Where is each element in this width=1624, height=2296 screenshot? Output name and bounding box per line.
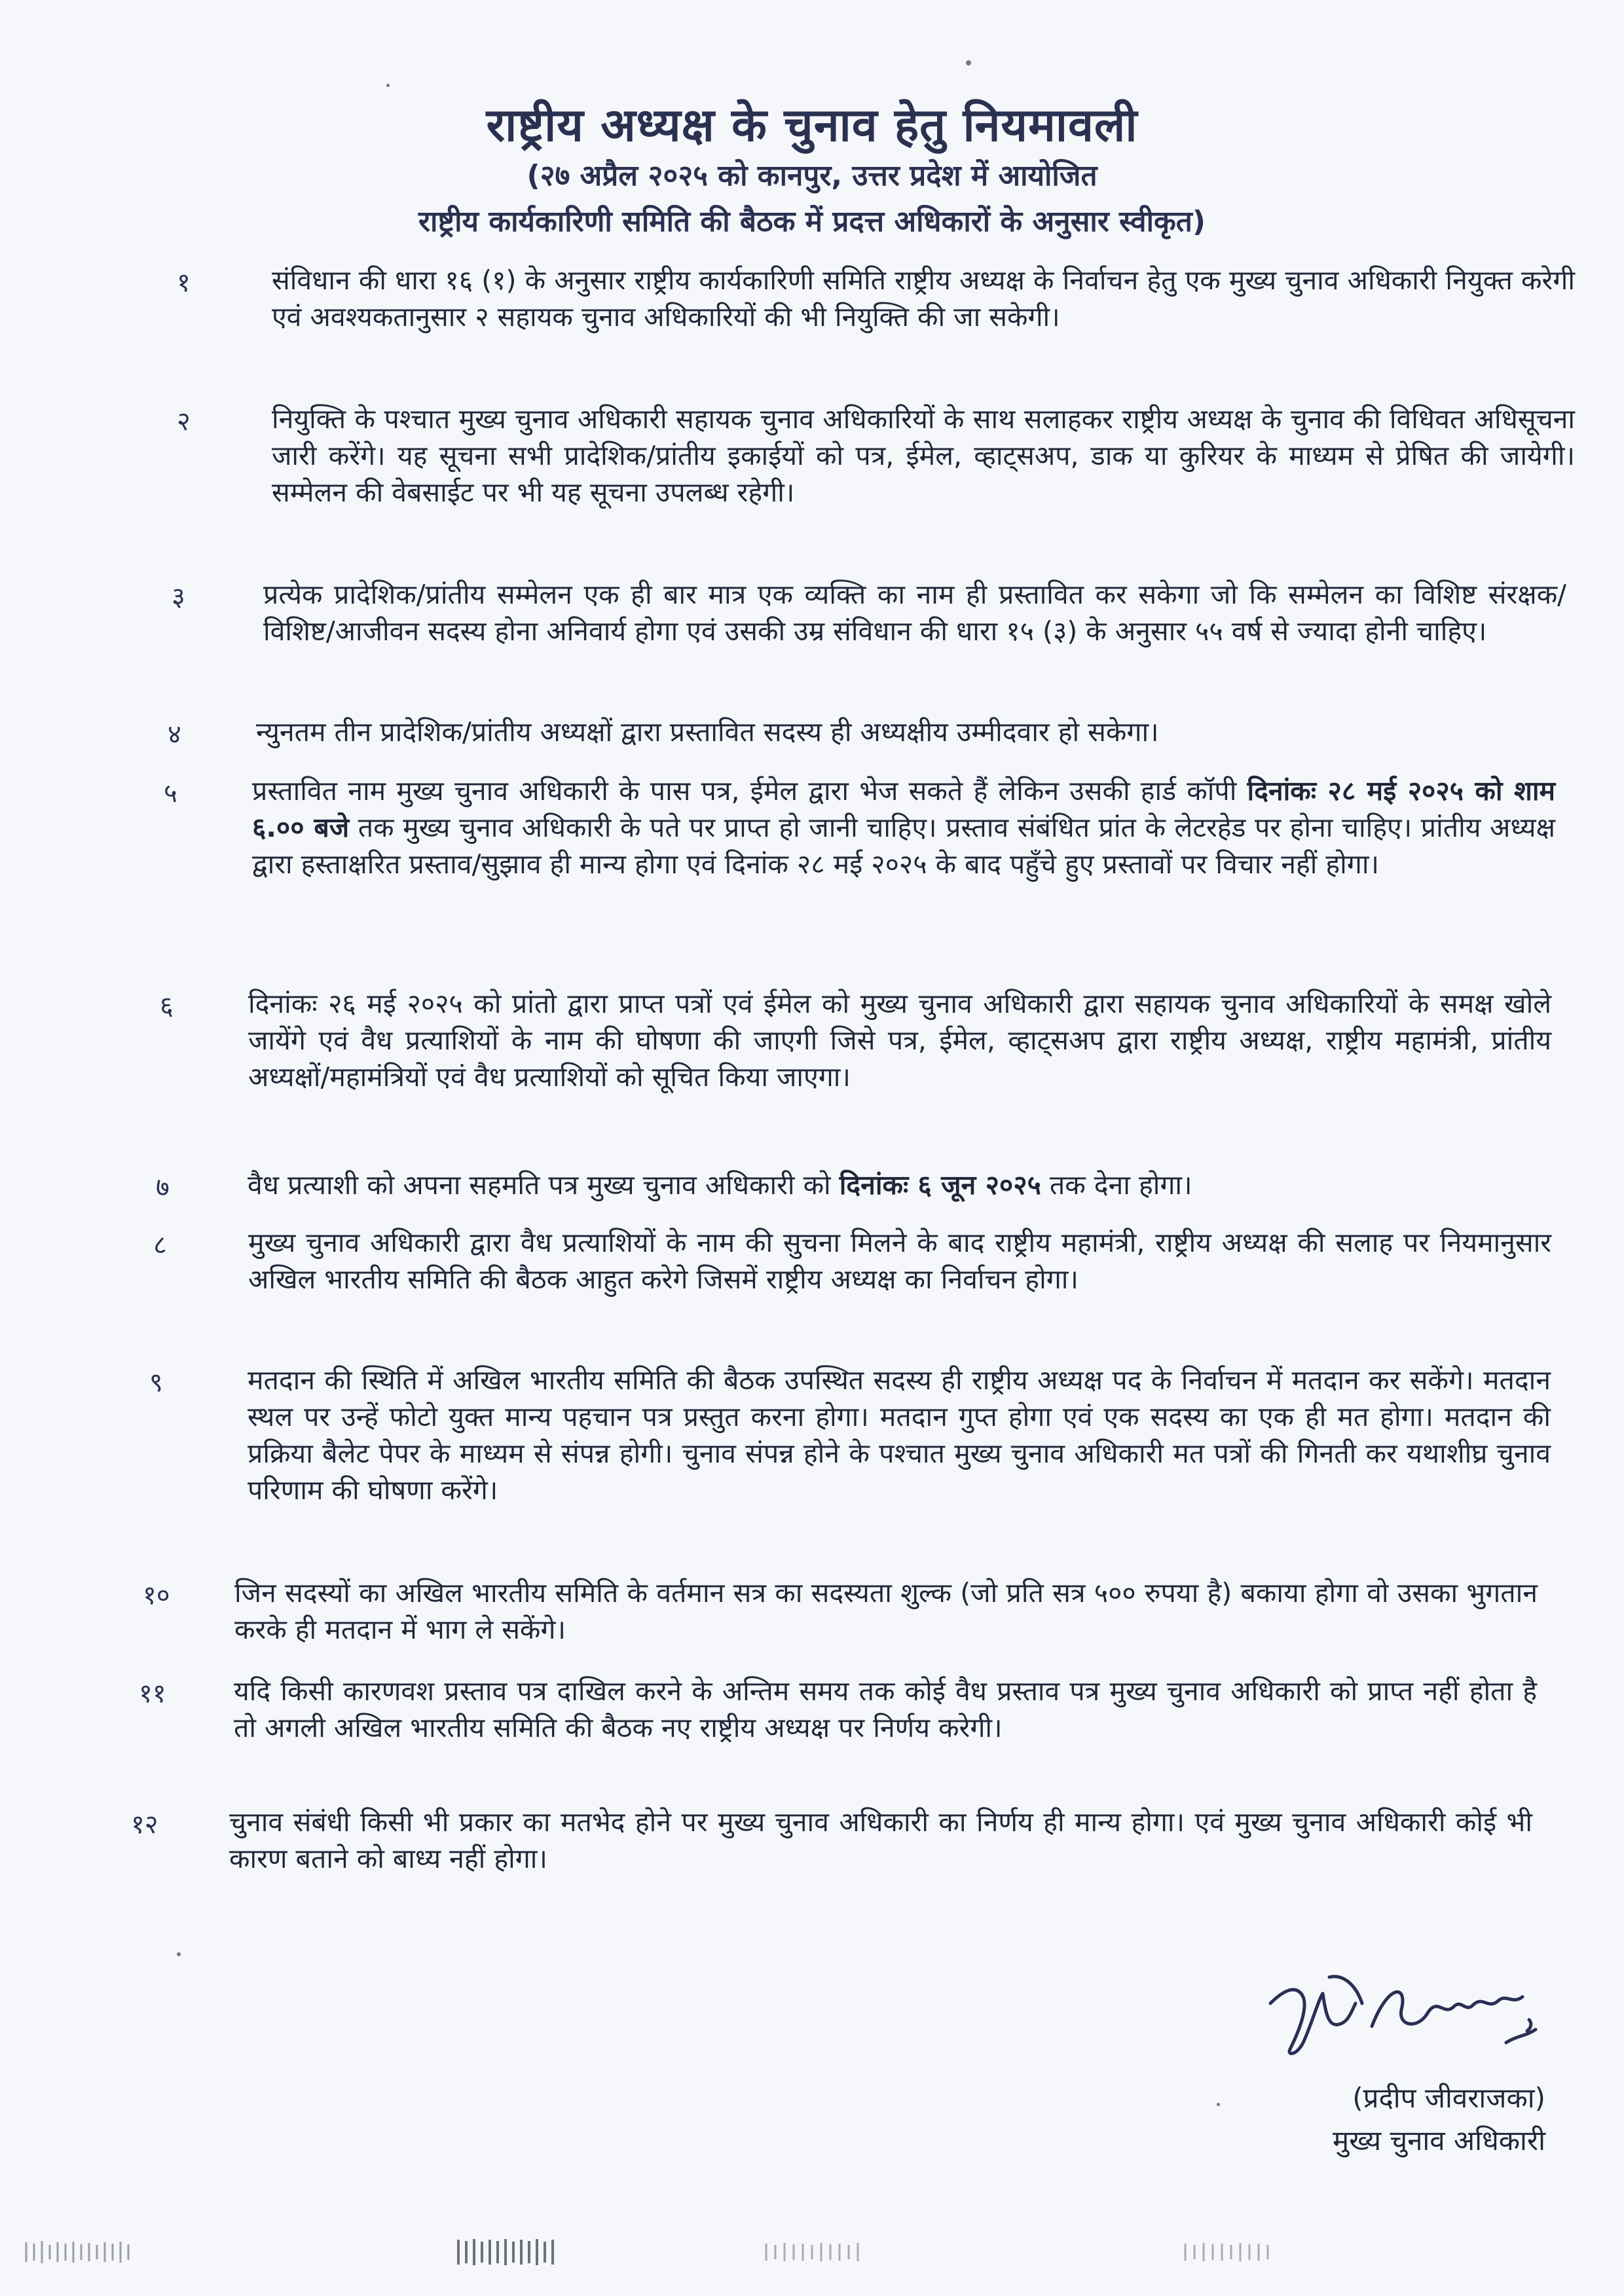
clause-text: यदि किसी कारणवश प्रस्ताव पत्र दाखिल करने के अन्तिम समय तक कोई वैध प्रस्ताव पत्र मुख्य चुनाव अधिकारी को प्राप्त नहीं होता है तो अगली अखिल भारतीय समिति की बैठक नए राष्ट्रीय अध्यक्ष पर निर्णय करेगी।	[234, 1675, 1537, 1743]
scan-noise	[452, 2236, 570, 2269]
clause-text: मुख्य चुनाव अधिकारी द्वारा वैध प्रत्याशियों के नाम की सुचना मिलने के बाद राष्ट्रीय महामंत्री, राष्ट्रीय अध्यक्ष की सलाह पर नियमानुसार अखिल भारतीय समिति की बैठक आहुत करेगे जिसमें राष्ट्रीय अध्यक्ष का निर्वाचन होगा।	[248, 1227, 1551, 1295]
clause-number: ११	[139, 1679, 166, 1709]
clause-number: ७	[156, 1173, 170, 1203]
scan-speck	[1217, 2103, 1220, 2106]
clause-text-part: वैध प्रत्याशी को अपना सहमति पत्र मुख्य चुनाव अधिकारी को	[248, 1169, 840, 1201]
clause-text-part: तक देना होगा।	[1041, 1169, 1192, 1201]
clause-text: चुनाव संबंधी किसी भी प्रकार का मतभेद होने पर मुख्य चुनाव अधिकारी का निर्णय ही मान्य होगा। एवं मुख्य चुनाव अधिकारी कोई भी कारण बताने को बाध्य नहीं होगा।	[229, 1806, 1532, 1874]
scan-noise	[20, 2236, 164, 2269]
scan-noise	[1179, 2236, 1323, 2269]
clause-text: दिनांकः २६ मई २०२५ को प्रांतो द्वारा प्राप्त पत्रों एवं ईमेल को मुख्य चुनाव अधिकारी द्वारा सहायक चुनाव अधिकारियों के समक्ष खोले जायेंगे एवं वैध प्रत्याशियों के नाम की घोषणा की जाएगी जिसे पत्र, ईमेल, व्हाट्सअप द्वारा राष्ट्रीय अध्यक्ष, राष्ट्रीय महामंत्री, प्रांतीय अध्यक्षों/महामंत्रियों एवं वैध प्रत्याशियों को सूचित किया जाएगा।	[248, 988, 1551, 1093]
document-title: राष्ट्रीय अध्यक्ष के चुनाव हेतु नियमावली	[486, 98, 1138, 152]
document-subtitle-line1: (२७ अप्रैल २०२५ को कानपुर, उत्तर प्रदेश में आयोजित	[526, 159, 1098, 192]
scan-speck	[177, 1952, 181, 1956]
handwritten-signature	[1257, 1958, 1559, 2075]
clause-number: १०	[143, 1580, 170, 1611]
clause-text: नियुक्ति के पश्चात मुख्य चुनाव अधिकारी सहायक चुनाव अधिकारियों के साथ सलाहकर राष्ट्रीय अध्यक्ष के चुनाव की विधिवत अधिसूचना जारी करेंगे। यह सूचना सभी प्रादेशिक/प्रांतीय इकाईयों को पत्र, ईमेल, व्हाट्सअप, डाक या कुरियर के माध्यम से प्रेषित की जायेगी। सम्मेलन की वेबसाईट पर भी यह सूचना उपलब्ध रहेगी।	[272, 403, 1575, 508]
clause-text-part: प्रस्तावित नाम मुख्य चुनाव अधिकारी के पास पत्र, ईमेल द्वारा भेज सकते हैं लेकिन उसकी हार्ड कॉपी	[252, 775, 1247, 807]
clause-text	[248, 1167, 1551, 1203]
clause-text: प्रत्येक प्रादेशिक/प्रांतीय सम्मेलन एक ही बार मात्र एक व्यक्ति का नाम ही प्रस्तावित कर सकेगा जो कि सम्मेलन का विशिष्ट संरक्षक/विशिष्ट/आजीवन सदस्य होना अनिवार्य होगा एवं उसकी उम्र संविधान की धारा १५ (३) के अनुसार ५५ वर्ष से ज्यादा होनी चाहिए।	[263, 579, 1566, 647]
clause-text: जिन सदस्यों का अखिल भारतीय समिति के वर्तमान सत्र का सदस्यता शुल्क (जो प्रति सत्र ५०० रुपया है) बकाया होगा वो उसका भुगतान करके ही मतदान में भाग ले सकेंगे।	[234, 1577, 1538, 1645]
clause-number: १	[177, 268, 191, 298]
signatory-name: (प्रदीप जीवराजका)	[1352, 2082, 1545, 2114]
clause-number: ८	[153, 1230, 167, 1260]
clause-number: ६	[160, 991, 174, 1021]
scan-speck	[386, 84, 390, 87]
document-subtitle-line2: राष्ट्रीय कार्यकारिणी समिति की बैठक में प्रदत्त अधिकारों के अनुसार स्वीकृत)	[418, 205, 1206, 238]
clause-deadline-date: दिनांकः २८ मई २०२५ को शाम ६.०० बजे	[252, 775, 1555, 843]
clause-text: न्युनतम तीन प्रादेशिक/प्रांतीय अध्यक्षों द्वारा प्रस्तावित सदस्य ही अध्यक्षीय उम्मीदवार हो सकेगा।	[256, 716, 1159, 748]
clause-text: मतदान की स्थिति में अखिल भारतीय समिति की बैठक उपस्थित सदस्य ही राष्ट्रीय अध्यक्ष पद के निर्वाचन में मतदान कर सकेंगे। मतदान स्थल पर उन्हें फोटो युक्त मान्य पहचान पत्र प्रस्तुत करना होगा। मतदान गुप्त होगा एवं एक सदस्य का एक ही मत होगा। मतदान की प्रक्रिया बैलेट पेपर के माध्यम से संपन्न होगी। चुनाव संपन्न होने के पश्चात मुख्य चुनाव अधिकारी मत पत्रों की गिनती कर यथाशीघ्र चुनाव परिणाम की घोषणा करेंगे।	[248, 1364, 1551, 1506]
clause-text-part: तक मुख्य चुनाव अधिकारी के पते पर प्राप्त हो जानी चाहिए। प्रस्ताव संबंधित प्रांत के लेटरहेड पर होना चाहिए। प्रांतीय अध्यक्ष द्वारा हस्ताक्षरित प्रस्ताव/सुझाव ही मान्य होगा एवं दिनांक २८ मई २०२५ के बाद पहुँचे हुए प्रस्तावों पर विचार नहीं होगा।	[252, 812, 1555, 880]
clause-number: १२	[131, 1810, 158, 1840]
clause-number: ५	[164, 778, 177, 809]
clause-text	[252, 773, 1555, 883]
clause-text: संविधान की धारा १६ (१) के अनुसार राष्ट्रीय कार्यकारिणी समिति राष्ट्रीय अध्यक्ष के निर्वाचन हेतु एक मुख्य चुनाव अधिकारी नियुक्त करेगी एवं अवश्यकतानुसार २ सहायक चुनाव अधिकारियों की भी नियुक्ति की जा सकेगी।	[272, 264, 1575, 333]
scan-noise	[760, 2236, 891, 2269]
clause-deadline-date: दिनांकः ६ जून २०२५	[839, 1169, 1041, 1201]
clause-number: ३	[172, 582, 185, 612]
signatory-designation: मुख्य चुनाव अधिकारी	[1333, 2124, 1545, 2157]
scan-speck	[966, 60, 971, 65]
clause-number: ९	[149, 1368, 163, 1398]
clause-number: ४	[168, 720, 181, 750]
clause-number: २	[177, 407, 191, 437]
